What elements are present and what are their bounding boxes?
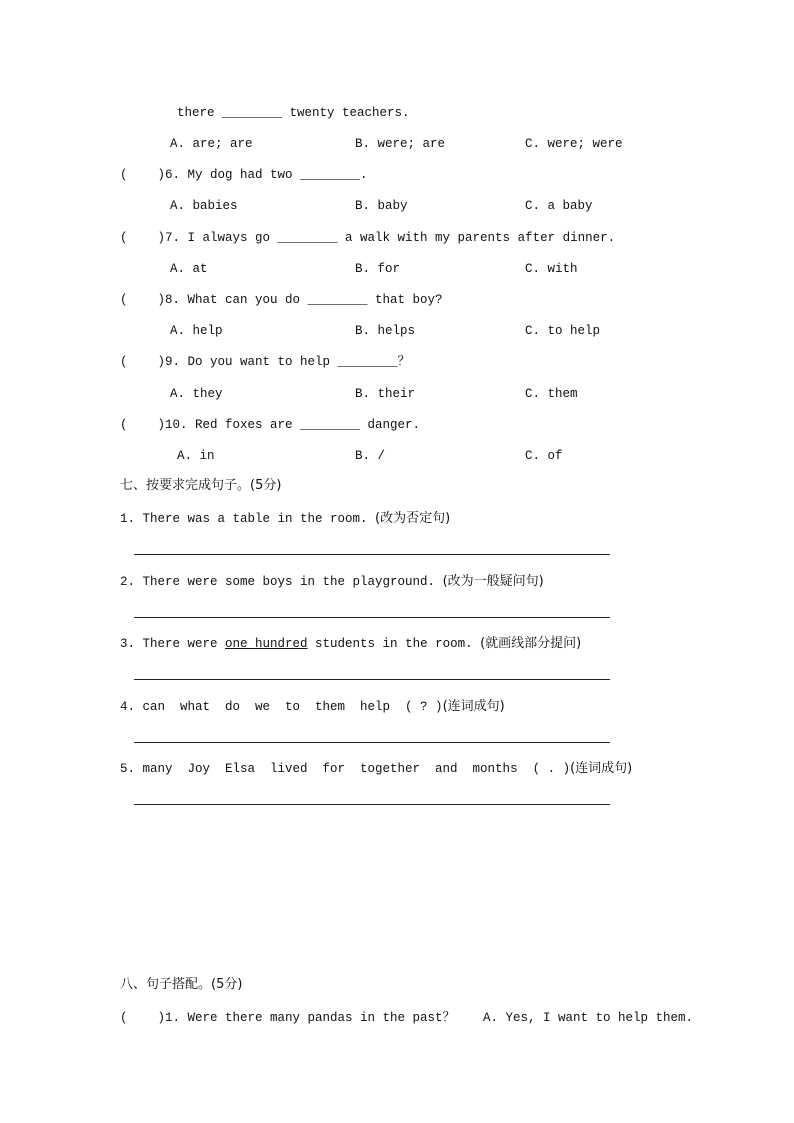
q5-option-c: C. were; were	[525, 137, 623, 151]
sentence-1	[120, 510, 450, 527]
sentence-4-text: 4. can what do we to them help ( ? )	[120, 700, 443, 714]
answer-line-3[interactable]	[134, 679, 610, 680]
sentence-5	[120, 760, 632, 777]
sentence-3-text-post: students in the room.	[307, 637, 481, 651]
section-8-title: 八、句子搭配。(5分)	[120, 977, 243, 992]
question-10: ( )10. Red foxes are ________ danger.	[120, 418, 421, 432]
q10-option-a: A. in	[177, 449, 215, 463]
q8-option-c: C. to help	[525, 324, 601, 338]
sentence-3-instruction: (就画线部分提问)	[480, 636, 582, 651]
sentence-2-instruction: (改为一般疑问句)	[442, 574, 544, 589]
question-9: ( )9. Do you want to help ________？	[120, 355, 411, 369]
sentence-2	[120, 573, 544, 590]
question-8: ( )8. What can you do ________ that boy?	[120, 293, 443, 307]
answer-line-4[interactable]	[134, 742, 610, 743]
sentence-3-text-pre: 3. There were	[120, 637, 226, 651]
q10-option-c: C. of	[525, 449, 563, 463]
q6-option-c: C. a baby	[525, 199, 593, 213]
q6-option-b: B. baby	[355, 199, 408, 213]
q7-option-b: B. for	[355, 262, 401, 276]
sentence-3-underlined: one hundred	[225, 637, 308, 651]
question-7: ( )7. I always go ________ a walk with my parents after dinner.	[120, 231, 616, 245]
sentence-3	[120, 635, 581, 652]
q5-option-a: A. are; are	[170, 137, 253, 151]
match-question-1: ( )1. Were there many pandas in the past？	[120, 1011, 456, 1025]
q7-option-c: C. with	[525, 262, 578, 276]
q5-option-b: B. were; are	[355, 137, 446, 151]
question-6: ( )6. My dog had two ________.	[120, 168, 368, 182]
q9-option-a: A. they	[170, 387, 223, 401]
answer-line-2[interactable]	[134, 617, 610, 618]
q9-option-c: C. them	[525, 387, 578, 401]
q6-option-a: A. babies	[170, 199, 238, 213]
q8-option-b: B. helps	[355, 324, 416, 338]
section-7-title: 七、按要求完成句子。(5分)	[120, 478, 282, 493]
q5-tail: there ________ twenty teachers.	[177, 106, 410, 120]
sentence-1-text: 1. There was a table in the room.	[120, 512, 376, 526]
sentence-4-instruction: (连词成句)	[442, 699, 505, 714]
sentence-2-text: 2. There were some boys in the playground.	[120, 575, 443, 589]
sentence-4	[120, 698, 505, 715]
answer-line-5[interactable]	[134, 804, 610, 805]
q8-option-a: A. help	[170, 324, 223, 338]
sentence-1-instruction: (改为否定句)	[375, 511, 451, 526]
sentence-5-text: 5. many Joy Elsa lived for together and months ( . )	[120, 762, 571, 776]
match-answer-a: A. Yes, I want to help them.	[483, 1011, 694, 1025]
sentence-5-instruction: (连词成句)	[570, 761, 633, 776]
q9-option-b: B. their	[355, 387, 416, 401]
q10-option-b: B. /	[355, 449, 386, 463]
q7-option-a: A. at	[170, 262, 208, 276]
answer-line-1[interactable]	[134, 554, 610, 555]
